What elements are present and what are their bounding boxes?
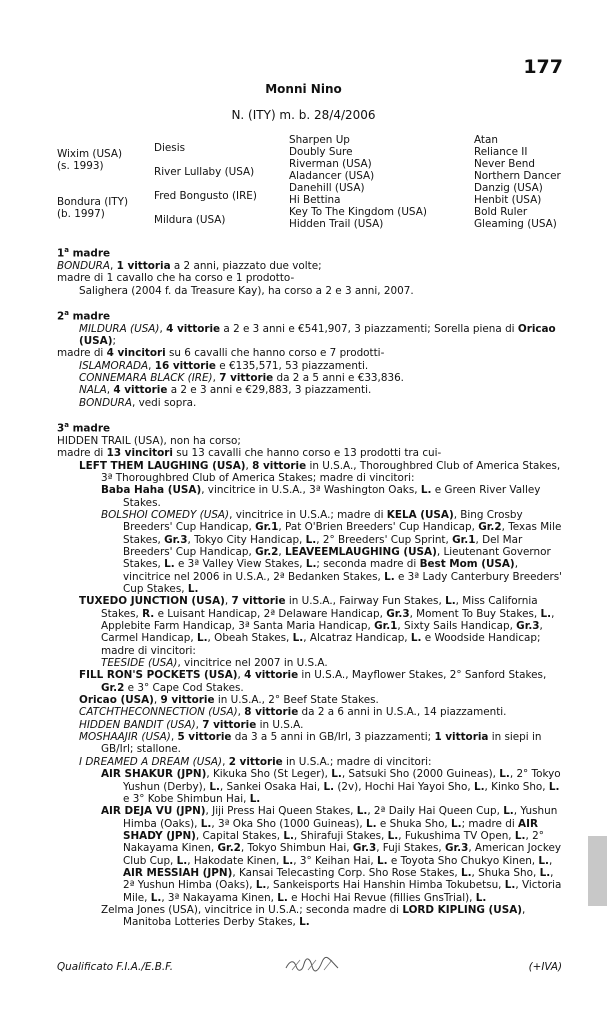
- horse-name: Monni Nino: [265, 82, 342, 96]
- pedigree-gen3: Key To The Kingdom (USA): [289, 206, 427, 218]
- pedigree-gen4: Gleaming (USA): [474, 218, 557, 230]
- pedigree-gen4: Reliance II: [474, 146, 528, 158]
- pedigree-gen2: Fred Bongusto (IRE): [154, 190, 257, 202]
- pedigree-gen3: Sharpen Up: [289, 134, 350, 146]
- paragraph: LEFT THEM LAUGHING (USA), 8 vittorie in U.S.A., Thoroughbred Club of America Stakes, 3ª Thoroughbred Club of America Stakes; madre di vincitori:: [79, 459, 561, 484]
- section-heading-first-dam: 1$^a$ madre: [57, 246, 111, 260]
- paragraph: TEESIDE (USA), vincitrice nel 2007 in U.S.A.: [101, 657, 328, 670]
- pedigree-gen3: Doubly Sure: [289, 146, 353, 158]
- paragraph: MILDURA (USA), 4 vittorie a 2 e 3 anni e €541,907, 3 piazzamenti; Sorella piena di Oricao: [79, 322, 556, 335]
- produce-record: [57, 244, 563, 929]
- section-heading-third-dam: 3$^a$ madre: [57, 421, 111, 435]
- footer-qualification: Qualificato F.I.A./E.B.F.: [57, 961, 174, 973]
- paragraph: AIR SHAKUR (JPN), Kikuka Sho (St Leger), L., Satsuki Sho (2000 Guineas), L., 2° Tokyo Yushun (Derby), L., Sankei Osaka Hai, L. (2v), Hochi Hai Yayoi Sho, L., Kinko Sho, L. e 3° Kobe Shimbun Hai, L.: [101, 768, 561, 805]
- paragraph: BONDURA, 1 vittoria a 2 anni, piazzato due volte;: [57, 259, 322, 272]
- pedigree-gen4: Northern Dancer: [474, 170, 561, 182]
- pedigree-dam: Bondura (ITY): [57, 196, 129, 208]
- signature-logo: [282, 954, 342, 976]
- footer-vat: (+IVA): [528, 961, 562, 973]
- pedigree-gen2: Mildura (USA): [154, 214, 226, 226]
- paragraph: Oricao (USA), 9 vittorie in U.S.A., 2° Beef State Stakes.: [79, 694, 379, 707]
- page-number: 177: [523, 56, 563, 78]
- pedigree-gen4: Never Bend: [474, 158, 535, 170]
- pedigree-gen4: Atan: [474, 134, 498, 146]
- paragraph: I DREAMED A DREAM (USA), 2 vittorie in U.S.A.; madre di vincitori:: [79, 755, 432, 768]
- pedigree-gen3: Danehill (USA): [289, 182, 365, 194]
- paragraph: Salighera (2004 f. da Treasure Kay), ha corso a 2 e 3 anni, 2007.: [79, 284, 414, 297]
- paragraph: NALA, 4 vittorie a 2 e 3 anni e €29,883, 3 piazzamenti.: [79, 384, 372, 397]
- page-tab-marker: [588, 836, 607, 906]
- pedigree-gen4: Danzig (USA): [474, 182, 543, 194]
- pedigree-gen2: River Lullaby (USA): [154, 166, 255, 178]
- pedigree-sire-year: (s. 1993): [57, 160, 104, 172]
- pedigree-gen3: Riverman (USA): [289, 158, 372, 170]
- pedigree-gen3: Hi Bettina: [289, 194, 341, 206]
- paragraph: CATCHTHECONNECTION (USA), 8 vittorie da 2 a 6 anni in U.S.A., 14 piazzamenti.: [79, 706, 507, 719]
- paragraph: ISLAMORADA, 16 vittorie e €135,571, 53 piazzamenti.: [79, 359, 369, 372]
- paragraph: madre di 1 cavallo che ha corso e 1 prodotto-: [57, 272, 295, 285]
- paragraph: FILL RON'S POCKETS (USA), 4 vittorie in U.S.A., Mayflower Stakes, 2° Sanford Stakes, Gr.2 e 3° Cape Cod Stakes.: [79, 669, 547, 694]
- paragraph: HIDDEN TRAIL (USA), non ha corso;: [57, 434, 241, 447]
- paragraph: (USA);: [79, 335, 116, 347]
- pedigree-gen2: Diesis: [154, 142, 185, 154]
- paragraph: Baba Haha (USA), vincitrice in U.S.A., 3ª Washington Oaks, L. e Green River Valley Stakes.: [101, 484, 541, 509]
- pedigree-gen4: Henbit (USA): [474, 194, 542, 206]
- paragraph: madre di 4 vincitori su 6 cavalli che hanno corso e 7 prodotti-: [57, 347, 385, 360]
- paragraph: MOSHAAJIR (USA), 5 vittorie da 3 a 5 anni in GB/Irl, 3 piazzamenti; 1 vittoria in siepi in GB/Irl; stallone.: [79, 731, 542, 756]
- paragraph: TUXEDO JUNCTION (USA), 7 vittorie in U.S.A., Fairway Fun Stakes, L., Miss California Stakes, R. e Luisant Handicap, 2ª Delaware Handicap, Gr.3, Moment To Buy Stakes, L., Applebite Farm Handicap, 3ª Santa Maria Handicap, Gr.1, Sixty Sails Handicap, Gr.3, Carmel Handicap, L., Obeah Stakes, L., Alcatraz Handicap, L. e Woodside Handicap; madre di vincitori:: [79, 595, 555, 657]
- pedigree-dam-year: (b. 1997): [57, 208, 105, 220]
- paragraph: BONDURA, vedi sopra.: [79, 396, 197, 409]
- section-heading-second-dam: 2$^a$ madre: [57, 308, 111, 323]
- pedigree-sire: Wixim (USA): [57, 148, 123, 160]
- horse-info: N. (ITY) m. b. 28/4/2006: [231, 108, 376, 122]
- paragraph: madre di 13 vincitori su 13 cavalli che hanno corso e 13 prodotti tra cui-: [57, 447, 442, 460]
- paragraph: AIR DEJA VU (JPN), Jiji Press Hai Queen Stakes, L., 2ª Daily Hai Queen Cup, L., Yushun Himba (Oaks), L., 3ª Oka Sho (1000 Guineas), L. e Shuka Sho, L.; madre di AIR SHADY (JPN), Capital Stakes, L., Shirafuji Stakes, L., Fukushima TV Open, L., 2° Nakayama Kinen, Gr.2, Tokyo Shimbun Hai, Gr.3, Fuji Stakes, Gr.3, American Jockey Club Cup, L., Hakodate Kinen, L., 3° Keihan Hai, L. e Toyota Sho Chukyo Kinen, L., AIR MESSIAH (JPN), Kansai Telecasting Corp. Sho Rose Stakes, L., Shuka Sho, L., 2ª Yushun Himba (Oaks), L., Sankeisports Hai Hanshin Himba Tokubetsu, L., Victoria Mile, L., 3ª Nakayama Kinen, L. e Hochi Hai Revue (fillies GnsTrial), L.: [101, 805, 562, 904]
- paragraph: CONNEMARA BLACK (IRE), 7 vittorie da 2 a 5 anni e €33,836.: [79, 372, 404, 385]
- pedigree-gen3: Hidden Trail (USA): [289, 218, 384, 230]
- pedigree-gen4: Bold Ruler: [474, 206, 528, 218]
- pedigree-gen3: Aladancer (USA): [289, 170, 375, 182]
- paragraph: HIDDEN BANDIT (USA), 7 vittorie in U.S.A.: [79, 718, 304, 731]
- paragraph: Zelma Jones (USA), vincitrice in U.S.A.; seconda madre di LORD KIPLING (USA), Manitoba Lotteries Derby Stakes, L.: [101, 903, 526, 929]
- paragraph: BOLSHOI COMEDY (USA), vincitrice in U.S.A.; madre di KELA (USA), Bing Crosby Breeders' Cup Handicap, Gr.1, Pat O'Brien Breeders' Cup Handicap, Gr.2, Texas Mile Stakes, Gr.3, Tokyo City Handicap, L., 2° Breeders' Cup Sprint, Gr.1, Del Mar Breeders' Cup Handicap, Gr.2, LEAVEEMLAUGHING (USA), Lieutenant Governor Stakes, L. e 3ª Valley View Stakes, L.; seconda madre di Best Mom (USA), vincitrice nel 2006 in U.S.A., 2ª Bedanken Stakes, L. e 3ª Lady Canterbury Breeders' Cup Stakes, L.: [101, 508, 563, 595]
